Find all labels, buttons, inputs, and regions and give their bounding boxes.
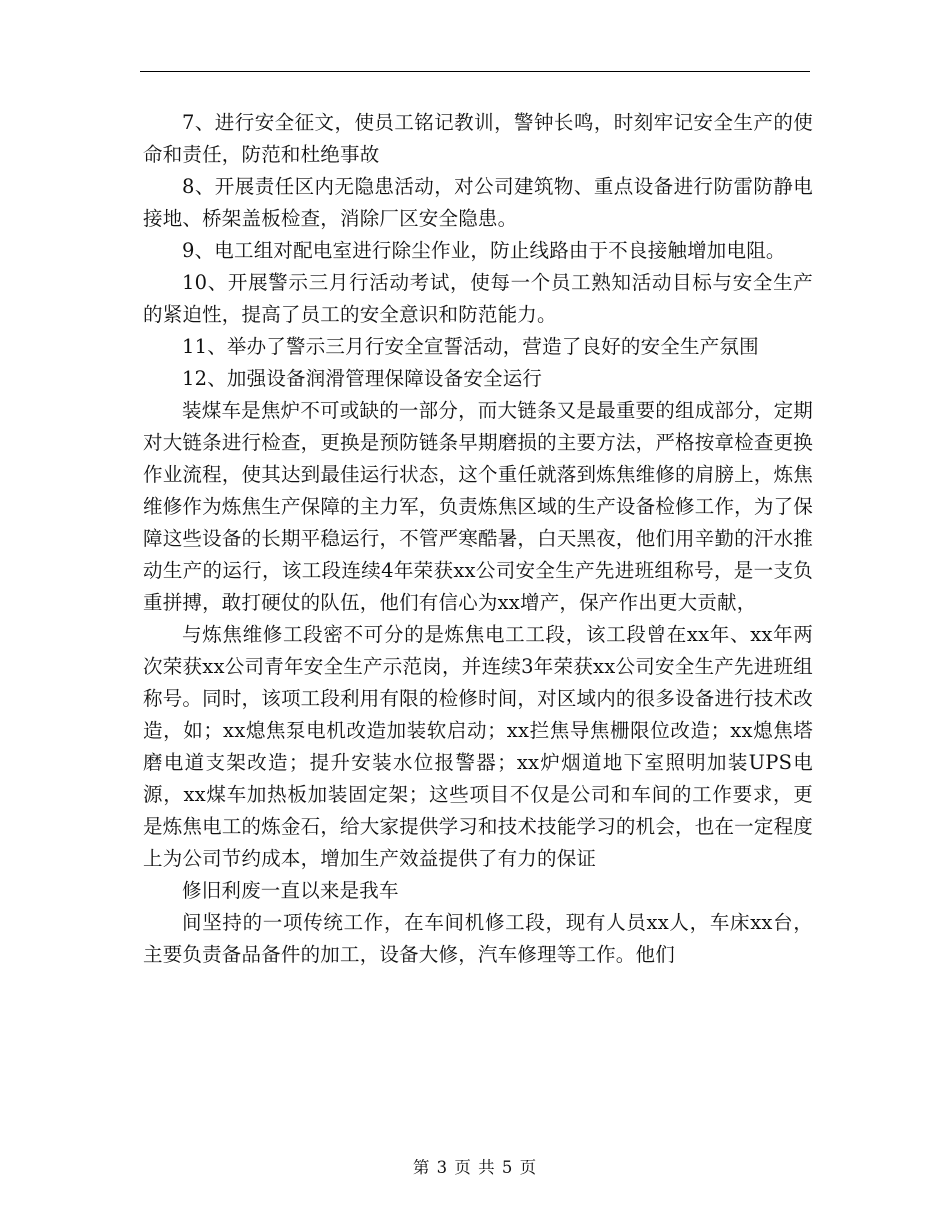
paragraph-coal-car: 装煤车是焦炉不可或缺的一部分，而大链条又是最重要的组成部分，定期对大链条进行检查，更换是预防链条早期磨损的主要方法，严格按章检查更换作业流程，使其达到最佳运行状态，这个重任就落到炼焦维修的肩膀上，炼焦维修作为炼焦生产保障的主力军，负责炼焦区域的生产设备检修工作，为了保障这些设备的长期平稳运行，不管严寒酷暑，白天黑夜，他们用辛勤的汗水推动生产的运行，该工段连续4年荣获xx公司安全生产先进班组称号，是一支负重拼搏，敢打硬仗的队伍，他们有信心为xx增产，保产作出更大贡献， [143, 399, 813, 614]
paragraph-repair-continued: 间坚持的一项传统工作，在车间机修工段，现有人员xx人，车床xx台，主要负责备品备件的加工，设备大修，汽车修理等工作。他们 [143, 911, 813, 966]
paragraph-item-12: 12、加强设备润滑管理保障设备安全运行 [182, 367, 543, 390]
document-body [143, 107, 813, 971]
paragraph-item-10: 10、开展警示三月行活动考试，使每一个员工熟知活动目标与安全生产的紧迫性，提高了员工的安全意识和防范能力。 [143, 271, 813, 326]
header-rule [140, 71, 810, 72]
page-number: 第 3 页 共 5 页 [412, 1158, 538, 1177]
paragraph-item-9: 9、电工组对配电室进行除尘作业，防止线路由于不良接触增加电阻。 [182, 239, 786, 262]
paragraph-item-8: 8、开展责任区内无隐患活动，对公司建筑物、重点设备进行防雷防静电接地、桥架盖板检查，消除厂区安全隐患。 [143, 175, 813, 230]
paragraph-electric-section: 与炼焦维修工段密不可分的是炼焦电工工段，该工段曾在xx年、xx年两次荣获xx公司青年安全生产示范岗，并连续3年荣获xx公司安全生产先进班组称号。同时，该项工段利用有限的检修时间，对区域内的很多设备进行技术改造，如；xx熄焦泵电机改造加装软启动；xx拦焦导焦栅限位改造；xx熄焦塔磨电道支架改造；提升安装水位报警器；xx炉烟道地下室照明加装UPS电源，xx煤车加热板加装固定架；这些项目不仅是公司和车间的工作要求，更是炼焦电工的炼金石，给大家提供学习和技术技能学习的机会，也在一定程度上为公司节约成本，增加生产效益提供了有力的保证 [143, 623, 813, 870]
paragraph-repair-intro: 修旧利废一直以来是我车 [182, 879, 399, 902]
paragraph-item-7: 7、进行安全征文，使员工铭记教训，警钟长鸣，时刻牢记安全生产的使命和责任，防范和杜绝事故 [143, 111, 813, 166]
paragraph-item-11: 11、举办了警示三月行安全宣誓活动，营造了良好的安全生产氛围 [182, 335, 759, 358]
